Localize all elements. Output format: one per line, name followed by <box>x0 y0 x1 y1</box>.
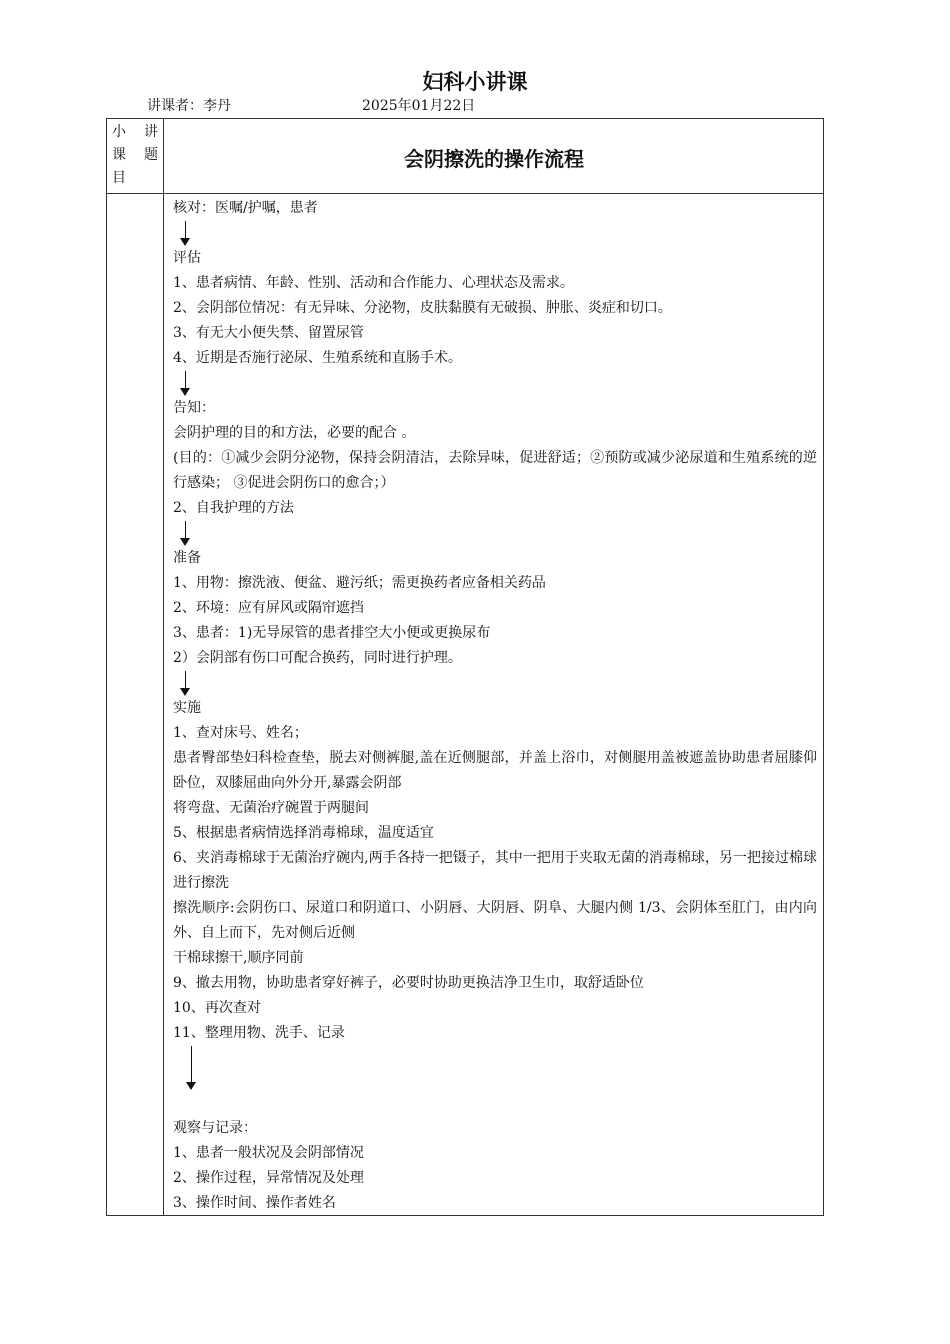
assess-item: 1、患者病情、年龄、性别、活动和合作能力、心理状态及需求。 <box>173 275 574 291</box>
implement-item: 10、再次查对 <box>173 1000 261 1016</box>
prepare-heading: 准备 <box>173 550 201 566</box>
lecturer: 讲课者：李丹 <box>147 98 231 114</box>
implement-item: 干棉球擦干,顺序同前 <box>173 950 304 966</box>
lecture-topic: 会阴擦洗的操作流程 <box>404 147 584 171</box>
inform-item: 会阴护理的目的和方法，必要的配合 。 <box>173 425 416 441</box>
implement-item: 11、整理用物、洗手、记录 <box>173 1025 345 1041</box>
implement-heading: 实施 <box>173 700 201 716</box>
topic-label-line: 目 <box>112 170 126 186</box>
observe-item: 2、操作过程，异常情况及处理 <box>173 1170 364 1186</box>
check-step: 核对：医嘱/护嘱，患者 <box>173 200 318 216</box>
down-arrow-icon <box>179 221 193 246</box>
down-arrow-icon <box>179 521 193 546</box>
observe-item: 1、患者一般状况及会阴部情况 <box>173 1145 364 1161</box>
assess-item: 2、会阴部位情况：有无异味、分泌物，皮肤黏膜有无破损、肿胀、炎症和切口。 <box>173 300 672 316</box>
implement-item: 6、夹消毒棉球于无菌治疗碗内,两手各持一把镊子，其中一把用于夹取无菌的消毒棉球，另一把接过棉球进行擦洗 <box>173 850 817 891</box>
topic-label-cell <box>112 121 158 190</box>
prepare-item: 2）会阴部有伤口可配合换药，同时进行护理。 <box>173 650 462 666</box>
table-divider-vertical <box>163 118 164 1216</box>
prepare-item: 2、环境：应有屏风或隔帘遮挡 <box>173 600 364 616</box>
procedure-content <box>173 196 817 1216</box>
inform-item: (目的：①减少会阴分泌物，保持会阴清洁，去除异味，促进舒适；②预防或减少泌尿道和生殖系统的逆行感染； ③促进会阴伤口的愈合；） <box>173 450 817 491</box>
down-arrow-icon <box>179 671 193 696</box>
lecture-date: 2025年01月22日 <box>362 98 476 114</box>
implement-item: 擦洗顺序:会阴伤口、尿道口和阴道口、小阴唇、大阴唇、阴阜、大腿内侧 1/3、会阴体至肛门，由内向外、自上而下，先对侧后近侧 <box>173 900 817 941</box>
observe-heading: 观察与记录： <box>173 1120 257 1136</box>
inform-heading: 告知： <box>173 400 215 416</box>
implement-item: 患者臀部垫妇科检查垫，脱去对侧裤腿,盖在近侧腿部，并盖上浴巾，对侧腿用盖被遮盖协助患者屈膝仰卧位，双膝屈曲向外分开,暴露会阴部 <box>173 750 817 791</box>
down-arrow-icon <box>179 371 193 396</box>
prepare-item: 3、患者：1)无导尿管的患者排空大小便或更换尿布 <box>173 625 491 641</box>
document-title: 妇科小讲课 <box>422 70 528 94</box>
implement-item: 9、撤去用物，协助患者穿好裤子，必要时协助更换洁净卫生巾，取舒适卧位 <box>173 975 644 991</box>
topic-label-line: 小 讲 <box>112 124 158 140</box>
down-arrow-icon <box>185 1046 199 1116</box>
table-divider-horizontal <box>106 193 824 194</box>
implement-item: 将弯盘、无菌治疗碗置于两腿间 <box>173 800 369 816</box>
inform-item: 2、自我护理的方法 <box>173 500 294 516</box>
assess-item: 4、近期是否施行泌尿、生殖系统和直肠手术。 <box>173 350 462 366</box>
topic-label-line: 课 题 <box>112 147 158 163</box>
prepare-item: 1、用物：擦洗液、便盆、避污纸；需更换药者应备相关药品 <box>173 575 546 591</box>
assess-item: 3、有无大小便失禁、留置尿管 <box>173 325 364 341</box>
implement-item: 1、查对床号、姓名； <box>173 725 308 741</box>
assess-heading: 评估 <box>173 250 201 266</box>
implement-item: 5、根据患者病情选择消毒棉球，温度适宜 <box>173 825 434 841</box>
observe-item: 3、操作时间、操作者姓名 <box>173 1195 336 1211</box>
